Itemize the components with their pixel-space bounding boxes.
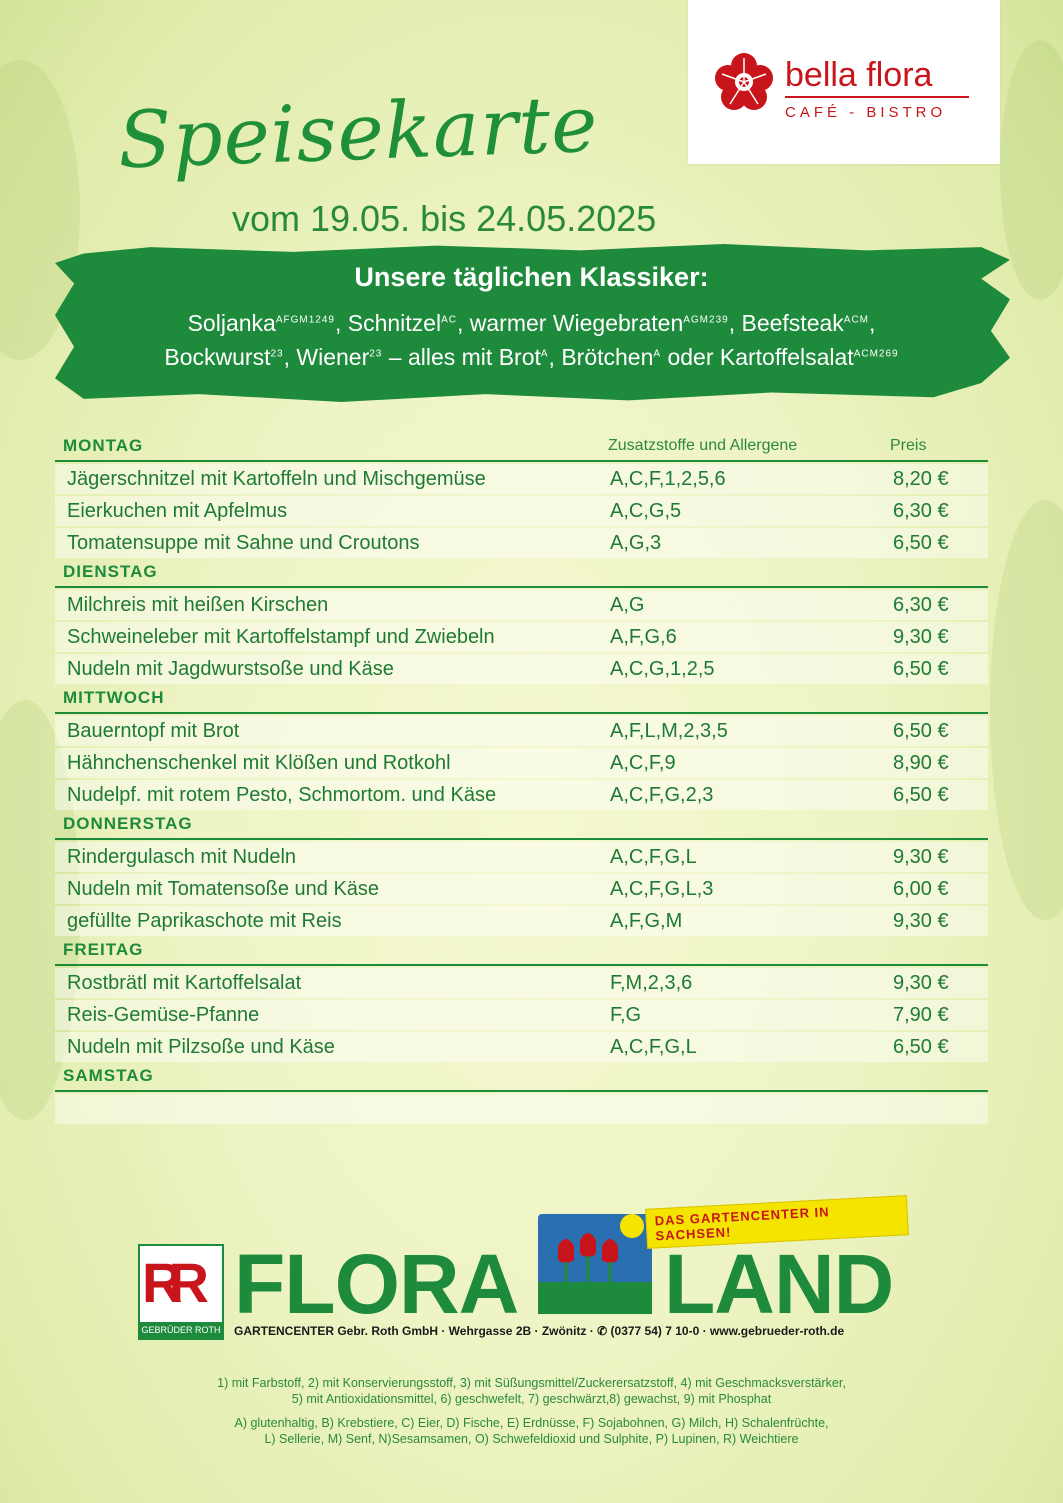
floraland-tagline: DAS GARTENCENTER IN SACHSEN! (645, 1195, 909, 1249)
day-header (55, 810, 988, 840)
dish-name: Nudeln mit Jagdwurstsoße und Käse (67, 658, 394, 680)
classics-heading: Unsere täglichen Klassiker: (354, 262, 709, 292)
day-name: MONTAG (63, 436, 144, 455)
dish-price: 6,50 € (893, 1036, 949, 1058)
gebrueder-roth-logo (138, 1244, 224, 1340)
menu-row (55, 1094, 988, 1124)
menu-row (55, 842, 988, 872)
allergen-code: 23 (369, 348, 383, 360)
dish-price: 7,90 € (893, 1004, 949, 1026)
dish-allergens: F,M,2,3,6 (610, 972, 693, 994)
dish-allergens: A,C,F,G,L,3 (610, 878, 714, 900)
dish-allergens: A,C,G,5 (610, 500, 682, 522)
dish-price: 9,30 € (893, 626, 949, 648)
dish-price: 9,30 € (893, 910, 949, 932)
logo-name: bella flora (785, 56, 933, 94)
bella-flora-logo (688, 0, 1000, 164)
bg-splash (990, 500, 1063, 920)
allergen-code: 23 (270, 348, 284, 360)
dish-name: Tomatensuppe mit Sahne und Croutons (67, 532, 420, 554)
classics-item: Soljanka (187, 310, 276, 336)
menu-row (55, 874, 988, 904)
day-header (55, 684, 988, 714)
day-header (55, 558, 988, 588)
allergen-code: AFGM1249 (275, 314, 335, 326)
logo-subtitle: CAFÉ - BISTRO (785, 104, 947, 121)
day-name: DONNERSTAG (63, 814, 193, 833)
additives-note-2: 5) mit Antioxidationsmittel, 6) geschwefelt, 7) geschwärzt,8) gewachst, 9) mit Phosphat (291, 1392, 772, 1406)
dish-allergens: F,G (610, 1004, 642, 1026)
day-name: FREITAG (63, 940, 144, 959)
classics-item: oder Kartoffelsalat (661, 344, 854, 370)
floraland-word-land: LAND (664, 1237, 894, 1331)
dish-name: Nudeln mit Tomatensoße und Käse (67, 878, 380, 900)
dish-name: Rindergulasch mit Nudeln (67, 846, 297, 868)
dish-name: Schweineleber mit Kartoffelstampf und Zwiebeln (67, 626, 495, 648)
menu-row (55, 528, 988, 558)
dish-price: 6,50 € (893, 720, 949, 742)
dish-price: 6,30 € (893, 500, 949, 522)
menu-row (55, 590, 988, 620)
menu-row (55, 1032, 988, 1062)
allergens-note-1: A) glutenhaltig, B) Krebstiere, C) Eier, D) Fische, E) Erdnüsse, F) Sojabohnen, G) Milch, H) Schalenfrüchte, (234, 1416, 829, 1430)
weekly-menu (55, 432, 988, 1124)
day-name: DIENSTAG (63, 562, 158, 581)
dish-price: 6,50 € (893, 784, 949, 806)
menu-row (55, 906, 988, 936)
dish-allergens: A,C,F,9 (610, 752, 676, 774)
dish-price: 8,20 € (893, 468, 949, 490)
day-name: SAMSTAG (63, 1066, 154, 1085)
floraland-word-flora: FLORA (234, 1237, 519, 1331)
rr-subtitle: GEBRÜDER ROTH (140, 1322, 222, 1338)
dish-allergens: A,C,F,G,2,3 (610, 784, 714, 806)
classics-item: , Brötchen (548, 344, 654, 370)
menu-row (55, 780, 988, 810)
company-address: GARTENCENTER Gebr. Roth GmbH · Wehrgasse 2B · Zwönitz · ✆ (0377 54) 7 10-0 · www.gebrueder-roth.de (234, 1324, 845, 1338)
classics-item: , Beefsteak (728, 310, 844, 336)
dish-name: Jägerschnitzel mit Kartoffeln und Mischgemüse (67, 468, 486, 490)
dish-price: 6,00 € (893, 878, 949, 900)
dish-price: 6,30 € (893, 594, 949, 616)
menu-row (55, 464, 988, 494)
classics-line-1 (0, 310, 1063, 337)
classics-line-2 (0, 344, 1063, 371)
dish-name: Milchreis mit heißen Kirschen (67, 594, 329, 616)
logo-divider (785, 96, 969, 98)
allergen-code: AC (441, 314, 457, 326)
menu-row (55, 1000, 988, 1030)
hibiscus-flower-icon (714, 52, 774, 112)
dish-allergens: A,C,F,1,2,5,6 (610, 468, 726, 490)
dish-allergens: A,F,G,M (610, 910, 683, 932)
dish-name: Reis-Gemüse-Pfanne (67, 1004, 260, 1026)
menu-row (55, 716, 988, 746)
dish-allergens: A,C,G,1,2,5 (610, 658, 715, 680)
classics-item: , (869, 310, 876, 336)
menu-row (55, 748, 988, 778)
classics-item: , Schnitzel (334, 310, 442, 336)
dish-name: gefüllte Paprikaschote mit Reis (67, 910, 342, 932)
date-range: vom 19.05. bis 24.05.2025 (232, 198, 657, 239)
dish-price: 6,50 € (893, 658, 949, 680)
allergen-code: ACM (843, 314, 870, 326)
dish-name: Rostbrätl mit Kartoffelsalat (67, 972, 302, 994)
rr-monogram: RR (142, 1251, 195, 1314)
dish-name: Eierkuchen mit Apfelmus (67, 500, 288, 522)
floraland-logo (138, 1196, 908, 1346)
allergen-code: A (653, 348, 662, 360)
day-header (55, 936, 988, 966)
dish-allergens: A,G (610, 594, 645, 616)
page-title: Speisekarte (116, 79, 600, 187)
dish-name: Hähnchenschenkel mit Klößen und Rotkohl (67, 752, 451, 774)
column-header-allergens: Zusatzstoffe und Allergene (608, 437, 798, 454)
column-header-price: Preis (890, 437, 927, 454)
dish-allergens: A,C,F,G,L (610, 846, 697, 868)
classics-item: – alles mit Brot (382, 344, 541, 370)
dish-allergens: A,F,G,6 (610, 626, 677, 648)
bg-splash (1000, 40, 1063, 300)
allergen-code: A (540, 348, 549, 360)
menu-row (55, 654, 988, 684)
dish-allergens: A,C,F,G,L (610, 1036, 697, 1058)
additives-note-1: 1) mit Farbstoff, 2) mit Konservierungsstoff, 3) mit Süßungsmittel/Zuckerersatzstoff, 4) mit Geschmacksverstärker, (217, 1376, 846, 1390)
dish-name: Nudelpf. mit rotem Pesto, Schmortom. und Käse (67, 784, 497, 806)
day-header (55, 432, 988, 462)
tulip-garden-icon (536, 1206, 654, 1316)
menu-row (55, 968, 988, 998)
dish-name: Bauerntopf mit Brot (67, 720, 240, 742)
dish-price: 9,30 € (893, 846, 949, 868)
dish-allergens: A,G,3 (610, 532, 662, 554)
menu-row (55, 622, 988, 652)
classics-item: Bockwurst (164, 344, 271, 370)
dish-price: 8,90 € (893, 752, 949, 774)
menu-row (55, 496, 988, 526)
day-name: MITTWOCH (63, 688, 165, 707)
dish-price: 9,30 € (893, 972, 949, 994)
dish-name: Nudeln mit Pilzsoße und Käse (67, 1036, 335, 1058)
allergens-note-2: L) Sellerie, M) Senf, N)Sesamsamen, O) Schwefeldioxid und Sulphite, P) Lupinen, R) Weichtiere (264, 1432, 799, 1446)
dish-allergens: A,F,L,M,2,3,5 (610, 720, 728, 742)
day-header (55, 1062, 988, 1092)
allergen-code: ACM269 (853, 348, 899, 360)
dish-price: 6,50 € (893, 532, 949, 554)
allergen-code: AGM239 (683, 314, 729, 326)
classics-item: , Wiener (283, 344, 370, 370)
classics-item: , warmer Wiegebraten (456, 310, 684, 336)
